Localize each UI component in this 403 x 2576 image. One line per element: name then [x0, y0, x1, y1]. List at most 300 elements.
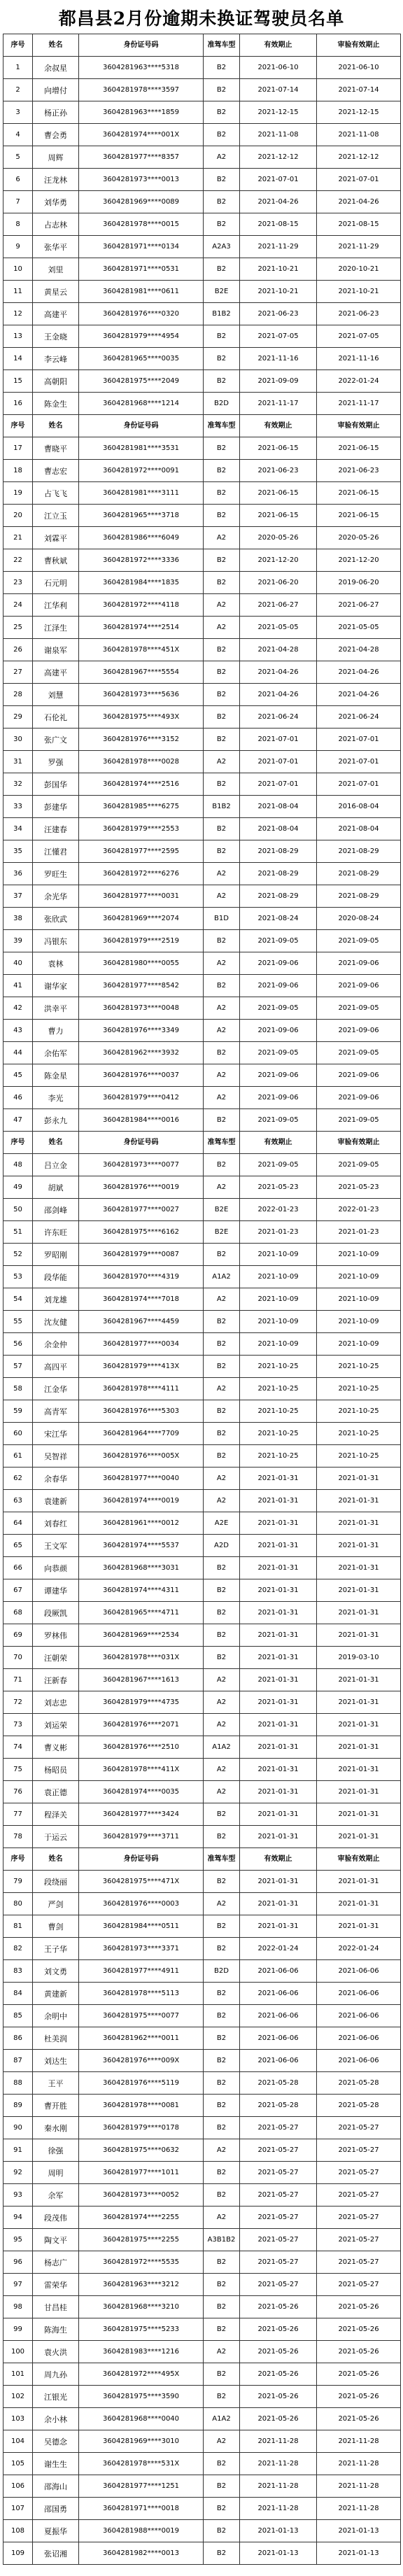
license-class-cell: B2E	[204, 281, 240, 303]
review-expiry-cell: 2021-07-01	[317, 169, 401, 191]
expiry-cell: 2021-08-15	[240, 213, 317, 236]
expiry-cell: 2021-01-31	[240, 1624, 317, 1647]
review-expiry-cell: 2021-10-25	[317, 1378, 401, 1400]
license-class-cell: B2	[204, 2386, 240, 2408]
review-expiry-cell: 2021-04-26	[317, 661, 401, 684]
name-cell: 罗昭刚	[33, 1244, 79, 1266]
id-number-cell: 3604281977****0034	[79, 1333, 204, 1356]
review-expiry-cell: 2021-06-06	[317, 1983, 401, 2005]
seq-cell: 59	[3, 1400, 33, 1423]
name-cell: 刘志忠	[33, 1691, 79, 1714]
seq-cell: 68	[3, 1602, 33, 1624]
document-title: 都昌县2月份逾期未换证驾驶员名单	[58, 8, 345, 29]
expiry-cell: 2021-01-31	[240, 1759, 317, 1781]
name-cell: 罗林伟	[33, 1624, 79, 1647]
seq-cell: 98	[3, 2296, 33, 2318]
license-class-cell: A2	[204, 1176, 240, 1199]
table-body	[3, 34, 401, 2565]
id-number-cell: 3604281973****0013	[79, 169, 204, 191]
name-cell: 江华利	[33, 594, 79, 617]
table-row	[3, 706, 401, 729]
name-cell: 周辉	[33, 146, 79, 169]
seq-cell: 45	[3, 1064, 33, 1087]
seq-cell: 91	[3, 2139, 33, 2162]
name-cell: 张广文	[33, 729, 79, 751]
name-cell: 彭建华	[33, 796, 79, 818]
table-row	[3, 2542, 401, 2565]
license-class-cell: B1B2	[204, 303, 240, 325]
header-expiry: 有效期止	[240, 1132, 317, 1154]
review-expiry-cell: 2021-06-23	[317, 303, 401, 325]
license-class-cell: B2	[204, 213, 240, 236]
id-number-cell: 3604281971****0018	[79, 2498, 204, 2520]
license-class-cell: B2	[204, 2475, 240, 2498]
id-number-cell: 3604281975****0077	[79, 2005, 204, 2027]
id-number-cell: 3604281973****0077	[79, 1154, 204, 1176]
name-cell: 向增付	[33, 79, 79, 101]
name-cell: 曹力	[33, 1020, 79, 1042]
seq-cell: 108	[3, 2520, 33, 2542]
expiry-cell: 2021-09-05	[240, 1154, 317, 1176]
license-class-cell: A2E	[204, 1512, 240, 1535]
seq-cell: 73	[3, 1714, 33, 1736]
table-row	[3, 1893, 401, 1915]
expiry-cell: 2021-01-31	[240, 1579, 317, 1602]
seq-cell: 69	[3, 1624, 33, 1647]
expiry-cell: 2021-07-05	[240, 325, 317, 348]
license-class-cell: B2	[204, 639, 240, 661]
license-class-cell: A1A2	[204, 1736, 240, 1759]
name-cell: 谢泉军	[33, 639, 79, 661]
review-expiry-cell: 2020-05-26	[317, 527, 401, 549]
expiry-cell: 2021-06-06	[240, 2027, 317, 2050]
name-cell: 汪龙林	[33, 169, 79, 191]
table-row	[3, 1624, 401, 1647]
document-page	[3, 0, 400, 2565]
license-class-cell: A2	[204, 1669, 240, 1691]
name-cell: 雷荣华	[33, 2274, 79, 2296]
expiry-cell: 2021-05-27	[240, 2207, 317, 2229]
seq-cell: 18	[3, 460, 33, 482]
table-row	[3, 2453, 401, 2475]
review-expiry-cell: 2021-07-01	[317, 751, 401, 773]
license-class-cell: A2	[204, 863, 240, 885]
name-cell: 曹秋斌	[33, 549, 79, 572]
name-cell: 曹志宏	[33, 460, 79, 482]
license-class-cell: B2	[204, 2318, 240, 2341]
name-cell: 石元明	[33, 572, 79, 594]
seq-cell: 70	[3, 1647, 33, 1669]
license-class-cell: A3B1B2	[204, 2229, 240, 2251]
seq-cell: 100	[3, 2341, 33, 2363]
seq-cell: 90	[3, 2117, 33, 2139]
expiry-cell: 2021-11-28	[240, 2453, 317, 2475]
license-class-cell: A2D	[204, 1535, 240, 1557]
license-class-cell: B2	[204, 2542, 240, 2565]
review-expiry-cell: 2021-07-01	[317, 773, 401, 796]
seq-cell: 60	[3, 1423, 33, 1445]
id-number-cell: 3604281976****0037	[79, 1064, 204, 1087]
license-class-cell: B2	[204, 1915, 240, 1938]
name-cell: 李云峰	[33, 348, 79, 370]
id-number-cell: 3604281976****3349	[79, 1020, 204, 1042]
table-row	[3, 303, 401, 325]
expiry-cell: 2021-07-01	[240, 751, 317, 773]
header-name: 姓名	[33, 1132, 79, 1154]
expiry-cell: 2021-06-06	[240, 1960, 317, 1983]
id-number-cell: 3604281985****6275	[79, 796, 204, 818]
expiry-cell: 2021-05-26	[240, 2386, 317, 2408]
license-class-cell: B2	[204, 437, 240, 460]
header-id: 身份证号码	[79, 34, 204, 57]
name-cell: 彭永九	[33, 1109, 79, 1132]
seq-cell: 36	[3, 863, 33, 885]
expiry-cell: 2021-08-29	[240, 885, 317, 908]
review-expiry-cell: 2021-09-06	[317, 975, 401, 997]
seq-cell: 1	[3, 57, 33, 79]
table-row	[3, 348, 401, 370]
id-number-cell: 3604281983****1216	[79, 2341, 204, 2363]
seq-cell: 99	[3, 2318, 33, 2341]
review-expiry-cell: 2021-10-25	[317, 1423, 401, 1445]
seq-cell: 4	[3, 124, 33, 146]
id-number-cell: 3604281968****0040	[79, 2408, 204, 2430]
expiry-cell: 2021-01-31	[240, 1736, 317, 1759]
id-number-cell: 3604281969****3010	[79, 2430, 204, 2453]
review-expiry-cell: 2021-09-05	[317, 997, 401, 1020]
expiry-cell: 2021-08-29	[240, 863, 317, 885]
license-class-cell: B2	[204, 2162, 240, 2184]
name-cell: 高朝阳	[33, 370, 79, 393]
name-cell: 袁建新	[33, 1490, 79, 1512]
review-expiry-cell: 2021-01-31	[317, 1557, 401, 1579]
review-expiry-cell: 2021-11-28	[317, 2475, 401, 2498]
name-cell: 高青军	[33, 1400, 79, 1423]
id-number-cell: 3604281979****2553	[79, 818, 204, 840]
license-class-cell: B2	[204, 79, 240, 101]
license-class-cell: B2	[204, 370, 240, 393]
table-row	[3, 2341, 401, 2363]
seq-cell: 96	[3, 2251, 33, 2274]
id-number-cell: 3604281988****0019	[79, 2520, 204, 2542]
seq-cell: 7	[3, 191, 33, 213]
review-expiry-cell: 2021-09-05	[317, 1042, 401, 1064]
name-cell: 陈金星	[33, 1064, 79, 1087]
table-row	[3, 1669, 401, 1691]
table-row	[3, 572, 401, 594]
seq-cell: 66	[3, 1557, 33, 1579]
header-name: 姓名	[33, 1848, 79, 1871]
name-cell: 曹开胜	[33, 2095, 79, 2117]
name-cell: 段绕丽	[33, 1871, 79, 1893]
expiry-cell: 2021-05-05	[240, 617, 317, 639]
name-cell: 刘文勇	[33, 1960, 79, 1983]
license-class-cell: B2	[204, 2498, 240, 2520]
id-number-cell: 3604281975****493X	[79, 706, 204, 729]
table-row	[3, 2027, 401, 2050]
seq-cell: 43	[3, 1020, 33, 1042]
license-class-cell: B2E	[204, 1199, 240, 1221]
license-class-cell: A1A2	[204, 1266, 240, 1288]
name-cell: 吴智祥	[33, 1445, 79, 1468]
name-cell: 徐强	[33, 2139, 79, 2162]
name-cell: 段厥凯	[33, 1602, 79, 1624]
seq-cell: 44	[3, 1042, 33, 1064]
id-number-cell: 3604281971****0531	[79, 258, 204, 281]
license-class-cell: A2	[204, 617, 240, 639]
review-expiry-cell: 2021-09-06	[317, 1087, 401, 1109]
review-expiry-cell: 2021-10-09	[317, 1288, 401, 1311]
expiry-cell: 2021-10-25	[240, 1423, 317, 1445]
table-row	[3, 1176, 401, 1199]
expiry-cell: 2022-01-24	[240, 1938, 317, 1960]
review-expiry-cell: 2021-06-06	[317, 2005, 401, 2027]
expiry-cell: 2021-10-25	[240, 1400, 317, 1423]
table-row	[3, 594, 401, 617]
review-expiry-cell: 2021-06-15	[317, 505, 401, 527]
name-cell: 余光华	[33, 885, 79, 908]
license-class-cell: A2	[204, 2207, 240, 2229]
expiry-cell: 2021-01-31	[240, 1535, 317, 1557]
name-cell: 邵国勇	[33, 2498, 79, 2520]
name-cell: 江泽生	[33, 617, 79, 639]
header-name: 姓名	[33, 415, 79, 437]
header-id: 身份证号码	[79, 1132, 204, 1154]
seq-cell: 50	[3, 1199, 33, 1221]
header-id: 身份证号码	[79, 1848, 204, 1871]
table-row	[3, 2050, 401, 2072]
id-number-cell: 3604281972****5535	[79, 2251, 204, 2274]
name-cell: 宋江华	[33, 1423, 79, 1445]
name-cell: 江金华	[33, 1378, 79, 1400]
review-expiry-cell: 2021-05-28	[317, 2095, 401, 2117]
seq-cell: 40	[3, 952, 33, 975]
table-row	[3, 930, 401, 952]
review-expiry-cell: 2021-05-27	[317, 2184, 401, 2207]
id-number-cell: 3604281975****2049	[79, 370, 204, 393]
license-class-cell: B2D	[204, 393, 240, 415]
review-expiry-cell: 2021-05-27	[317, 2229, 401, 2251]
id-number-cell: 3604281977****4911	[79, 1960, 204, 1983]
id-number-cell: 3604281981****3531	[79, 437, 204, 460]
review-expiry-cell: 2021-01-31	[317, 1535, 401, 1557]
review-expiry-cell: 2021-01-31	[317, 1669, 401, 1691]
license-class-cell: B2	[204, 549, 240, 572]
review-expiry-cell: 2021-12-12	[317, 146, 401, 169]
seq-cell: 16	[3, 393, 33, 415]
license-class-cell: B2	[204, 1109, 240, 1132]
seq-cell: 89	[3, 2095, 33, 2117]
expiry-cell: 2021-10-21	[240, 281, 317, 303]
table-row	[3, 1333, 401, 1356]
table-row	[3, 1378, 401, 1400]
id-number-cell: 3604281978****451X	[79, 639, 204, 661]
license-class-cell: B2	[204, 2520, 240, 2542]
license-class-cell: B1B2	[204, 796, 240, 818]
table-row	[3, 146, 401, 169]
license-class-cell: B2	[204, 1871, 240, 1893]
license-class-cell: B2	[204, 1400, 240, 1423]
table-row	[3, 57, 401, 79]
seq-cell: 107	[3, 2498, 33, 2520]
seq-cell: 85	[3, 2005, 33, 2027]
table-row	[3, 1064, 401, 1087]
seq-cell: 15	[3, 370, 33, 393]
expiry-cell: 2021-10-09	[240, 1244, 317, 1266]
id-number-cell: 3604281978****5113	[79, 1983, 204, 2005]
id-number-cell: 3604281962****3932	[79, 1042, 204, 1064]
review-expiry-cell: 2021-01-31	[317, 1759, 401, 1781]
review-expiry-cell: 2021-06-10	[317, 57, 401, 79]
id-number-cell: 3604281972****3336	[79, 549, 204, 572]
header-class: 准驾车型	[204, 415, 240, 437]
name-cell: 吕立金	[33, 1154, 79, 1176]
expiry-cell: 2021-10-25	[240, 1378, 317, 1400]
id-number-cell: 3604281978****031X	[79, 1647, 204, 1669]
name-cell: 余春华	[33, 1468, 79, 1490]
review-expiry-cell: 2021-08-04	[317, 818, 401, 840]
header-review-expiry: 审验有效期止	[317, 1848, 401, 1871]
seq-cell: 81	[3, 1915, 33, 1938]
license-class-cell: B2	[204, 2072, 240, 2095]
id-number-cell: 3604281967****4459	[79, 1311, 204, 1333]
id-number-cell: 3604281981****0611	[79, 281, 204, 303]
seq-cell: 26	[3, 639, 33, 661]
table-row	[3, 1736, 401, 1759]
review-expiry-cell: 2021-01-31	[317, 1468, 401, 1490]
driver-list-table	[3, 34, 401, 2565]
table-row	[3, 952, 401, 975]
name-cell: 刘霖平	[33, 527, 79, 549]
review-expiry-cell: 2020-10-21	[317, 258, 401, 281]
license-class-cell: B2E	[204, 1221, 240, 1244]
expiry-cell: 2021-01-31	[240, 1781, 317, 1803]
license-class-cell: B2	[204, 1826, 240, 1848]
seq-cell: 87	[3, 2050, 33, 2072]
id-number-cell: 3604281973****3371	[79, 1938, 204, 1960]
expiry-cell: 2021-12-20	[240, 549, 317, 572]
table-row	[3, 840, 401, 863]
license-class-cell: A2	[204, 1288, 240, 1311]
header-id: 身份证号码	[79, 415, 204, 437]
seq-cell: 48	[3, 1154, 33, 1176]
seq-cell: 88	[3, 2072, 33, 2095]
table-row	[3, 101, 401, 124]
license-class-cell: B2	[204, 1244, 240, 1266]
seq-cell: 34	[3, 818, 33, 840]
name-cell: 汪建春	[33, 818, 79, 840]
review-expiry-cell: 2021-08-29	[317, 840, 401, 863]
review-expiry-cell: 2021-11-29	[317, 236, 401, 258]
expiry-cell: 2021-11-29	[240, 236, 317, 258]
seq-cell: 41	[3, 975, 33, 997]
id-number-cell: 3604281973****0052	[79, 2184, 204, 2207]
name-cell: 于运云	[33, 1826, 79, 1848]
expiry-cell: 2021-06-23	[240, 303, 317, 325]
table-row	[3, 617, 401, 639]
id-number-cell: 3604281974****2516	[79, 773, 204, 796]
name-cell: 余军	[33, 2184, 79, 2207]
id-number-cell: 3604281977****1011	[79, 2162, 204, 2184]
id-number-cell: 3604281974****7018	[79, 1288, 204, 1311]
seq-cell: 3	[3, 101, 33, 124]
header-seq: 序号	[3, 1848, 33, 1871]
license-class-cell: B2	[204, 1602, 240, 1624]
seq-cell: 65	[3, 1535, 33, 1557]
id-number-cell: 3604281963****1859	[79, 101, 204, 124]
name-cell: 杨正孙	[33, 101, 79, 124]
id-number-cell: 3604281972****495X	[79, 2363, 204, 2386]
review-expiry-cell: 2021-10-25	[317, 1445, 401, 1468]
review-expiry-cell: 2021-10-09	[317, 1244, 401, 1266]
name-cell: 余金仲	[33, 1333, 79, 1356]
table-row	[3, 1803, 401, 1826]
name-cell: 刘春红	[33, 1512, 79, 1535]
license-class-cell: B2	[204, 325, 240, 348]
name-cell: 吴德念	[33, 2430, 79, 2453]
header-seq: 序号	[3, 415, 33, 437]
review-expiry-cell: 2022-01-24	[317, 370, 401, 393]
name-cell: 曹义彬	[33, 1736, 79, 1759]
name-cell: 许东旺	[33, 1221, 79, 1244]
review-expiry-cell: 2021-12-20	[317, 549, 401, 572]
name-cell: 袁正德	[33, 1781, 79, 1803]
id-number-cell: 3604281978****0028	[79, 751, 204, 773]
name-cell: 占志林	[33, 213, 79, 236]
review-expiry-cell: 2021-09-05	[317, 930, 401, 952]
table-row	[3, 1691, 401, 1714]
id-number-cell: 3604281974****0019	[79, 1490, 204, 1512]
license-class-cell: A1A2	[204, 2408, 240, 2430]
seq-cell: 84	[3, 1983, 33, 2005]
review-expiry-cell: 2021-01-31	[317, 1624, 401, 1647]
seq-cell: 24	[3, 594, 33, 617]
expiry-cell: 2022-01-23	[240, 1199, 317, 1221]
review-expiry-cell: 2021-04-28	[317, 639, 401, 661]
expiry-cell: 2021-05-27	[240, 2274, 317, 2296]
id-number-cell: 3604281977****8542	[79, 975, 204, 997]
id-number-cell: 3604281970****4319	[79, 1266, 204, 1288]
table-row	[3, 1714, 401, 1736]
table-row	[3, 684, 401, 706]
table-row	[3, 191, 401, 213]
license-class-cell: B2	[204, 1311, 240, 1333]
review-expiry-cell: 2021-01-31	[317, 1803, 401, 1826]
seq-cell: 23	[3, 572, 33, 594]
seq-cell: 58	[3, 1378, 33, 1400]
seq-cell: 28	[3, 684, 33, 706]
seq-cell: 104	[3, 2430, 33, 2453]
table-row	[3, 1020, 401, 1042]
seq-cell: 20	[3, 505, 33, 527]
name-cell: 秦水刚	[33, 2117, 79, 2139]
table-header-row	[3, 1132, 401, 1154]
name-cell: 严剑	[33, 1893, 79, 1915]
license-class-cell: A2	[204, 146, 240, 169]
name-cell: 王金晓	[33, 325, 79, 348]
seq-cell: 25	[3, 617, 33, 639]
license-class-cell: B2	[204, 258, 240, 281]
license-class-cell: B2	[204, 1356, 240, 1378]
table-row	[3, 1042, 401, 1064]
review-expiry-cell: 2021-11-08	[317, 124, 401, 146]
expiry-cell: 2021-11-17	[240, 393, 317, 415]
name-cell: 陈金生	[33, 393, 79, 415]
table-row	[3, 437, 401, 460]
review-expiry-cell: 2021-06-15	[317, 482, 401, 505]
id-number-cell: 3604281973****0048	[79, 997, 204, 1020]
review-expiry-cell: 2021-07-14	[317, 79, 401, 101]
